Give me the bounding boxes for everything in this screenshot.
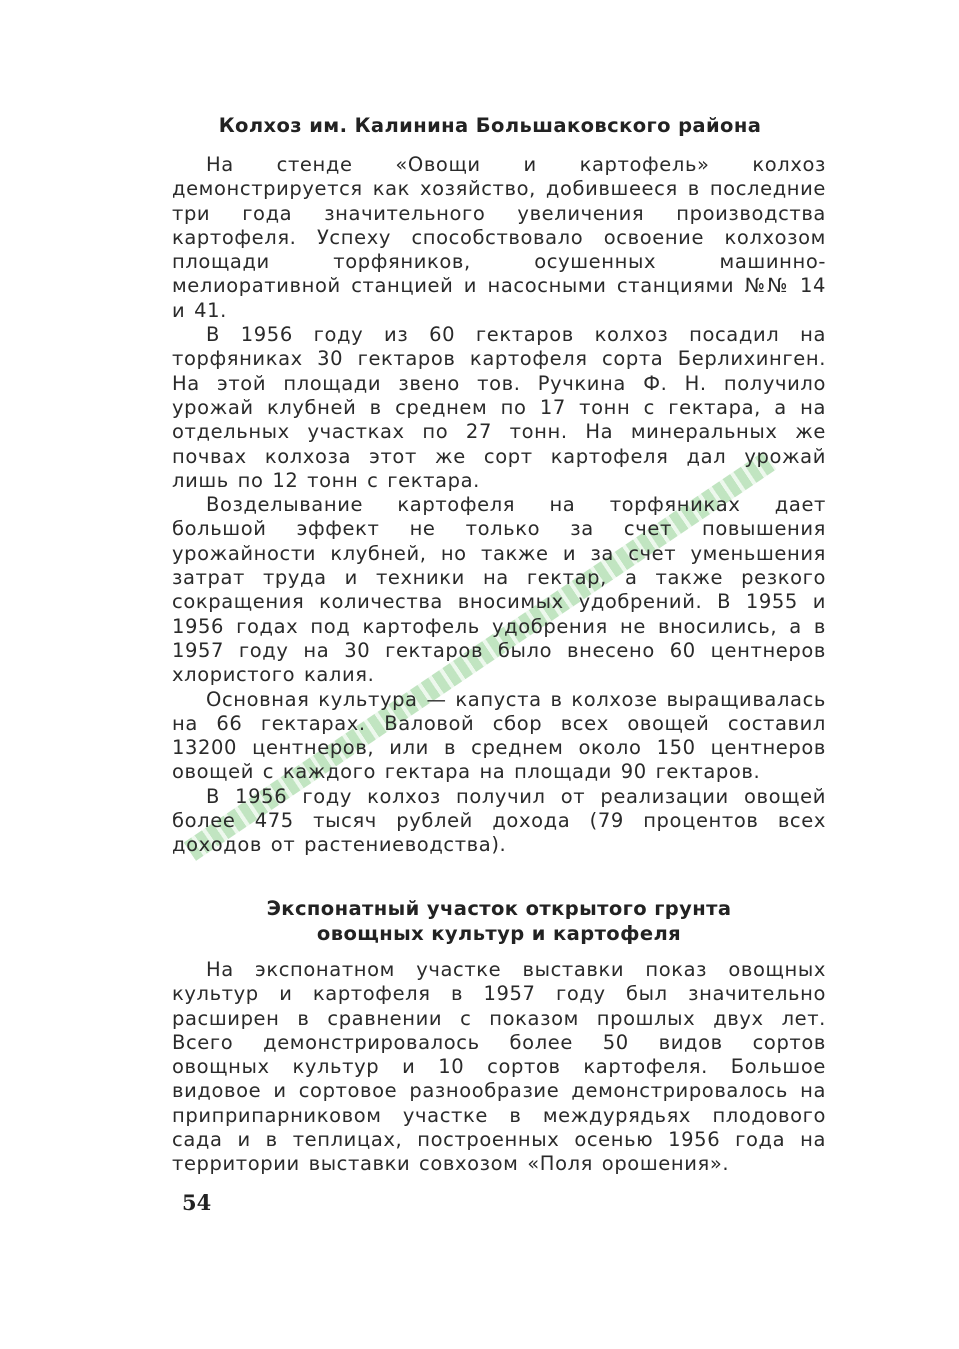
paragraph: На экспонатном участке выставки показ овощных культур и картофеля в 1957 году был значительно расширен в сравнении с показом прошлых двух лет. Всего демонстрировалось более 50 видов сортов овощных культур и 10 сортов картофеля. Большое видовое и сортовое разнообразие демонстрировалось на приприпарниковом участке в междурядьях плодового сада и в теплицах, построенных осенью 1956 года на территории выставки совхозом «Поля орошения». xyxy=(172,958,826,1176)
section-title-exhibit-plot xyxy=(172,896,826,946)
paragraph: Возделывание картофеля на торфяниках дает большой эффект не только за счет повышения урожайности клубней, но также и за счет уменьшения затрат труда и техники на гектар, а также резкого сокращения количества вносимых удобрений. В 1955 и 1956 годах под картофель удобрения не вносились, а в 1957 году на 30 гектаров было внесено 60 центнеров хлористого калия. xyxy=(172,493,826,687)
section-title-kolkhoz: Колхоз им. Калинина Большаковского района xyxy=(218,114,762,137)
paragraph: В 1956 году из 60 гектаров колхоз посадил на торфяниках 30 гектаров картофеля сорта Берлихинген. На этой площади звено тов. Ручкина Ф. Н. получило урожай клубней в среднем по 17 тонн с гектара, а на отдельных участках по 27 тонн. На минеральных же почвах колхоза этот же сорт картофеля дал урожай лишь по 12 тонн с гектара. xyxy=(172,323,826,492)
section-exhibit-plot-body xyxy=(172,958,826,1177)
paragraph: Основная культура — капуста в колхозе выращивалась на 66 гектарах. Валовой сбор всех овощей составил 13200 центнеров, или в среднем около 150 центнеров овощей с каждого гектара на площади 90 гектаров. xyxy=(172,687,826,784)
section-title-line: Экспонатный участок открытого грунта xyxy=(266,897,732,920)
paragraph: В 1956 году колхоз получил от реализации овощей более 475 тысяч рублей дохода (79 процентов всех доходов от растениеводства). xyxy=(172,784,826,857)
page-number: 54 xyxy=(182,1190,212,1215)
paragraph: На стенде «Овощи и картофель» колхоз демонстрируется как хозяйство, добившееся в последние три года значительного увеличения производства картофеля. Успеху способствовало освоение колхозом площади торфяников, осушенных машинно-мелиоративной станцией и насосными станциями №№ 14 и 41. xyxy=(172,153,826,322)
section-kolkhoz-body xyxy=(172,153,826,858)
section-title-line: овощных культур и картофеля xyxy=(316,922,682,945)
